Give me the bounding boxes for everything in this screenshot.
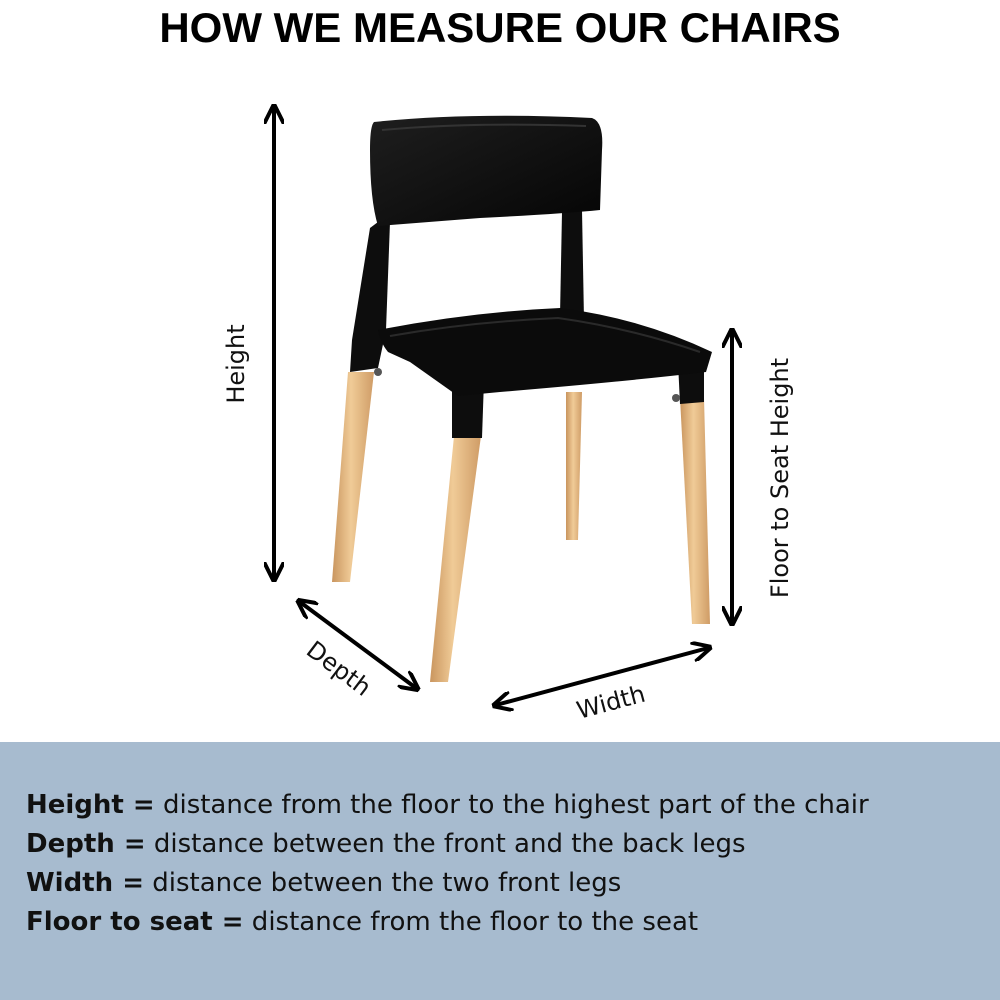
chair-illustration xyxy=(332,116,712,682)
chair-backrest xyxy=(370,116,602,226)
definition-floor-to-seat xyxy=(26,907,698,937)
definition-term: Floor to seat = xyxy=(26,907,244,937)
chair-back-post-left xyxy=(350,222,390,372)
width-label: Width xyxy=(573,679,649,725)
chair-leg-back-right xyxy=(566,392,582,540)
definition-depth xyxy=(26,829,746,859)
chair-leg-back-left xyxy=(332,372,374,582)
definition-text: distance between the two front legs xyxy=(143,868,622,898)
definitions-panel xyxy=(0,742,1000,1000)
chair-seat xyxy=(378,308,712,396)
depth-label: Depth xyxy=(301,635,377,702)
definition-term: Height = xyxy=(26,790,155,820)
definition-term: Depth = xyxy=(26,829,146,859)
chair-back-post-right xyxy=(560,210,584,320)
definition-term: Width = xyxy=(26,868,144,898)
height-label: Height xyxy=(222,324,250,404)
definition-text: distance from the floor to the seat xyxy=(243,907,699,937)
chair-leg-front-left xyxy=(430,436,481,682)
chair-leg-front-right xyxy=(680,398,710,624)
definition-height xyxy=(26,790,869,820)
floor-to-seat-label: Floor to Seat Height xyxy=(766,357,794,599)
definition-width xyxy=(26,868,621,898)
definition-text: distance from the floor to the highest part of the chair xyxy=(154,790,869,820)
page-title: HOW WE MEASURE OUR CHAIRS xyxy=(159,4,841,51)
definition-text: distance between the front and the back legs xyxy=(145,829,746,859)
